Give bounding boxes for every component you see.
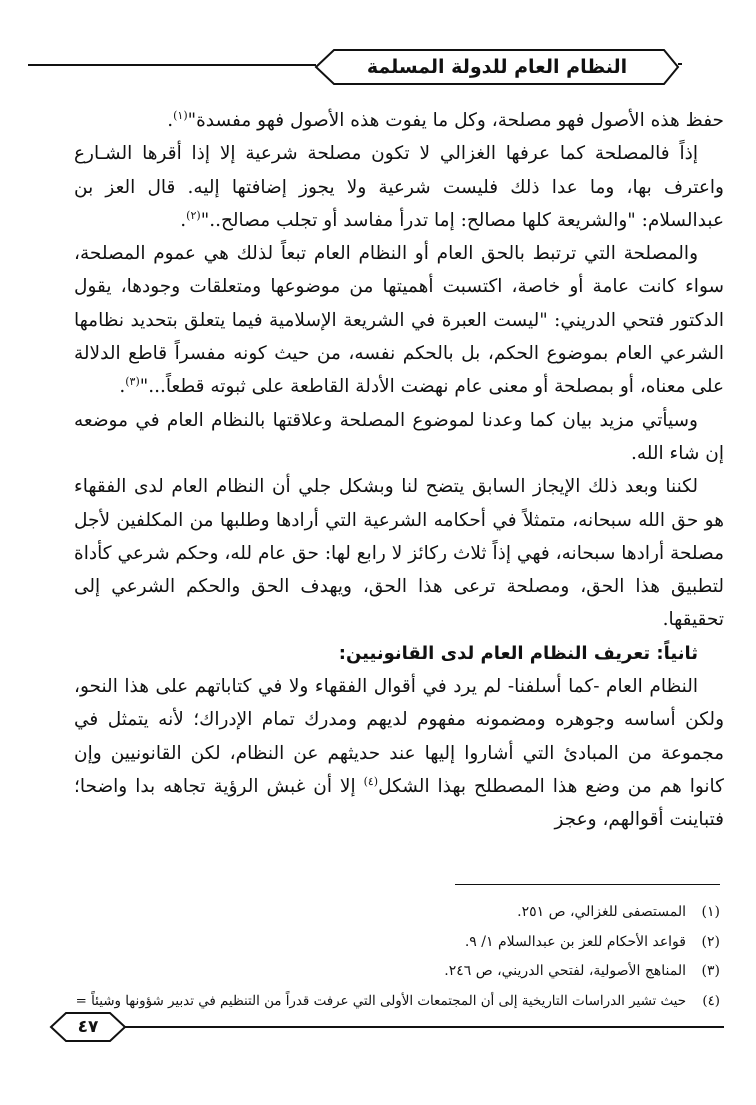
paragraph-5: لكننا وبعد ذلك الإيجاز السابق يتضح لنا وبشكل جلي أن النظام العام لدى الفقهاء هو حق الله سبحانه، متمثلاً في أحكامه الشرعية التي أرادها وطلبها من المكلفين لأجل مصلحة أرادها سبحانه، فهي إذاً ثلاث ركائز لا رابع لها: حق عام لله، وحكم شرعي كأداة لتطبيق هذا الحق، ومصلحة ترعى هذا الحق، ويهدف الحق والحكم الشرعي إلى تحقيقها. — [74, 476, 724, 631]
paragraph-1: حفظ هذه الأصول فهو مصلحة، وكل ما يفوت هذه الأصول فهو مفسدة"$^{(١)}$. — [167, 108, 724, 131]
main-text — [74, 104, 724, 837]
paragraph-3: والمصلحة التي ترتبط بالحق العام أو النظام العام تبعاً لذلك هي عموم المصلحة، سواء كانت عامة أو خاصة، اكتسبت أهميتها من موضوعها ومتعلقات وجودها، يقول الدكتور فتحي الدريني: "ليست العبرة في الشريعة الإسلامية فيما يتعلق بتحديد نظامها الشرعي العام بموضوع الحكم، بل بالحكم نفسه، من حيث كونه مفسراً قاطع الدلالة على معناه، أو بمصلحة أو معنى عام نهضت الأدلة القاطعة على ثبوته قطعاً..."$^{(٣)}$. — [74, 243, 724, 398]
footnotes — [50, 898, 720, 1016]
paragraph-4: وسيأتي مزيد بيان كما وعدنا لموضوع المصلحة وعلاقتها بالنظام العام في موضعه إن شاء الله. — [74, 409, 724, 464]
footnote-separator — [455, 884, 720, 885]
section-subheading: ثانياً: تعريف النظام العام لدى القانونيين: — [338, 642, 698, 664]
paragraph-6: النظام العام -كما أسلفنا- لم يرد في أقوال الفقهاء ولا في كتاباتهم على هذا النحو، ولكن أساسه وجوهره ومضمونه مفهوم لديهم ومدرك تمام الإدراك؛ لأنه يتمثل في مجموعة من المبادئ التي أشاروا إليها عند حديثهم عن النظام، لكن القانونيين وإن كانوا هم من وضع هذا المصطلح بهذا الشكل$^{(٤)}$ إلا أن غبش الرؤية تجاهه بدا واضحا؛ فتباينت أقوالهم، وعجز — [74, 676, 724, 831]
footnote-2: (٢)قواعد الأحكام للعز بن عبدالسلام ١/ ٩. — [464, 933, 720, 950]
paragraph-2: إذاً فالمصلحة كما عرفها الغزالي لا تكون مصلحة شرعية إلا إذا أقرها الشـارع واعترف بها، وما عدا ذلك فليست شرعية ولا يجوز إضافتها إليه. قال العز بن عبدالسلام: "والشريعة كلها مصالح: إما تدرأ مفاسد أو تجلب مصالح.."$^{(٢)}$. — [74, 143, 724, 231]
header-banner — [312, 47, 682, 87]
header-rule — [28, 64, 316, 66]
footer-rule — [118, 1026, 724, 1028]
running-title: النظام العام للدولة المسلمة — [366, 56, 628, 78]
footnote-1: (١)المستصفى للغزالي، ص ٢٥١. — [517, 904, 720, 920]
footnote-3: (٣)المناهج الأصولية، لفتحي الدريني، ص ٢٤٦. — [444, 963, 720, 979]
footnote-4: (٤)حيث تشير الدراسات التاريخية إلى أن المجتمعات الأولى التي عرفت قدراً من التنظيم في تدبير شؤونها وشيئاً = — [75, 993, 720, 1009]
page-number-badge — [48, 1010, 128, 1044]
page-number: ٤٧ — [77, 1017, 99, 1037]
